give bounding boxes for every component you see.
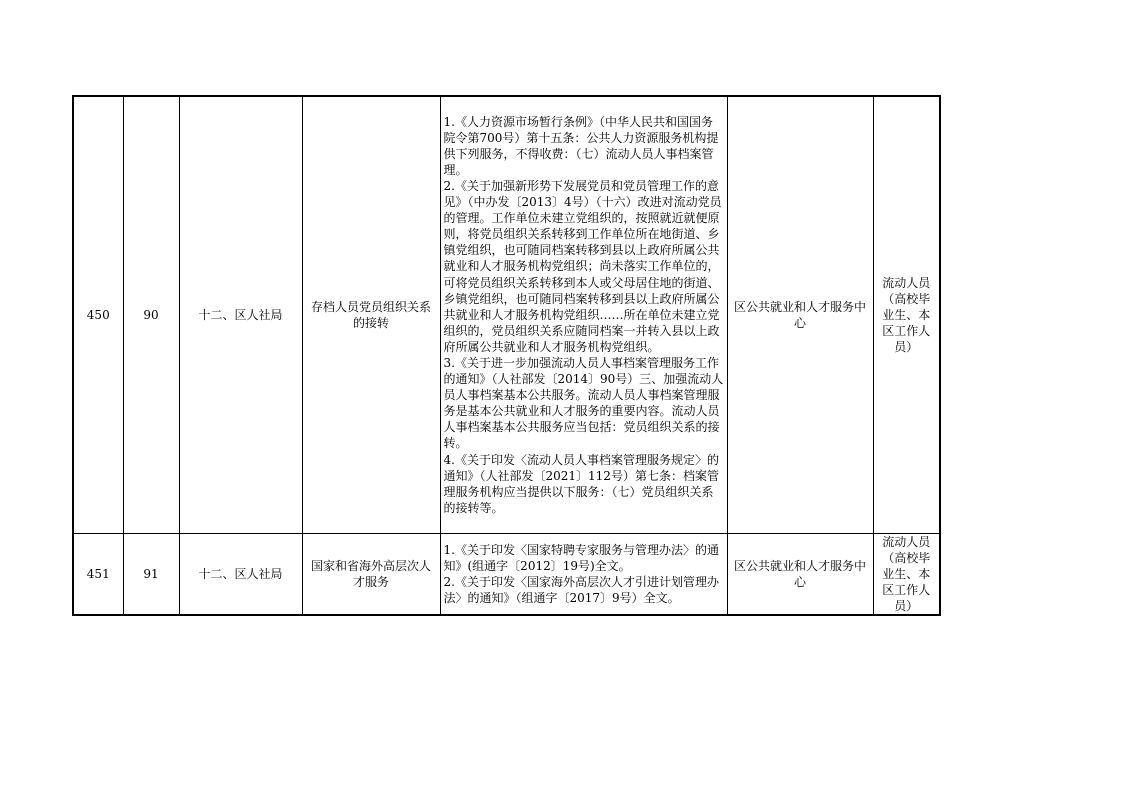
dept-cell: 十二、区人社局 [179, 96, 302, 533]
item-cell: 国家和省海外高层次人才服务 [302, 533, 440, 615]
table-row [73, 533, 940, 615]
unit-cell: 区公共就业和人才服务中心 [727, 96, 873, 533]
item-cell: 存档人员党员组织关系的接转 [302, 96, 440, 533]
seq-cell: 451 [73, 533, 123, 615]
num-cell: 90 [123, 96, 179, 533]
basis-cell [440, 96, 727, 533]
dept-cell: 十二、区人社局 [179, 533, 302, 615]
policy-table [72, 95, 941, 616]
seq-cell: 450 [73, 96, 123, 533]
basis-item: 2.《关于印发〈国家海外高层次人才引进计划管理办法〉的通知》（组通字〔2017〕9号）全文。 [443, 574, 719, 605]
basis-item: 2.《关于加强新形势下发展党员和党员管理工作的意见》（中办发〔2013〕4号）（十六）改进对流动党员的管理。工作单位未建立党组织的，按照就近就便原则，将党员组织关系转移到工作单位所在地街道、乡镇党组织，也可随同档案转移到县以上政府所属公共就业和人才服务机构党组织；尚未落实工作单位的，可将党员组织关系转移到本人或父母居住地的街道、乡镇党组织，也可随同档案转移到县以上政府所属公共就业和人才服务机构党组织……所在单位未建立党组织的，党员组织关系应随同档案一并转入县以上政府所属公共就业和人才服务机构党组织。 [443, 178, 722, 354]
table-row [73, 96, 940, 533]
target-cell: 流动人员（高校毕业生、本区工作人员） [873, 96, 940, 533]
target-cell: 流动人员（高校毕业生、本区工作人员） [873, 533, 940, 615]
basis-item: 1.《关于印发〈国家特聘专家服务与管理办法〉的通知》(组通字〔2012〕19号)全文。 [443, 542, 719, 573]
basis-item: 4.《关于印发〈流动人员人事档案管理服务规定〉的通知》（人社部发〔2021〕112号）第七条：档案管理服务机构应当提供以下服务：（七）党员组织关系的接转等。 [443, 452, 719, 515]
unit-cell: 区公共就业和人才服务中心 [727, 533, 873, 615]
num-cell: 91 [123, 533, 179, 615]
basis-cell [440, 533, 727, 615]
basis-item: 3.《关于进一步加强流动人员人事档案管理服务工作的通知》（人社部发〔2014〕90号）三、加强流动人员人事档案基本公共服务。流动人员人事档案管理服务是基本公共就业和人才服务的重要内容。流动人员人事档案基本公共服务应当包括：党员组织关系的接转。 [443, 355, 724, 451]
basis-item: 1.《人力资源市场暂行条例》（中华人民共和国国务院令第700号）第十五条：公共人力资源服务机构提供下列服务，不得收费：（七）流动人员人事档案管理。 [443, 114, 719, 177]
